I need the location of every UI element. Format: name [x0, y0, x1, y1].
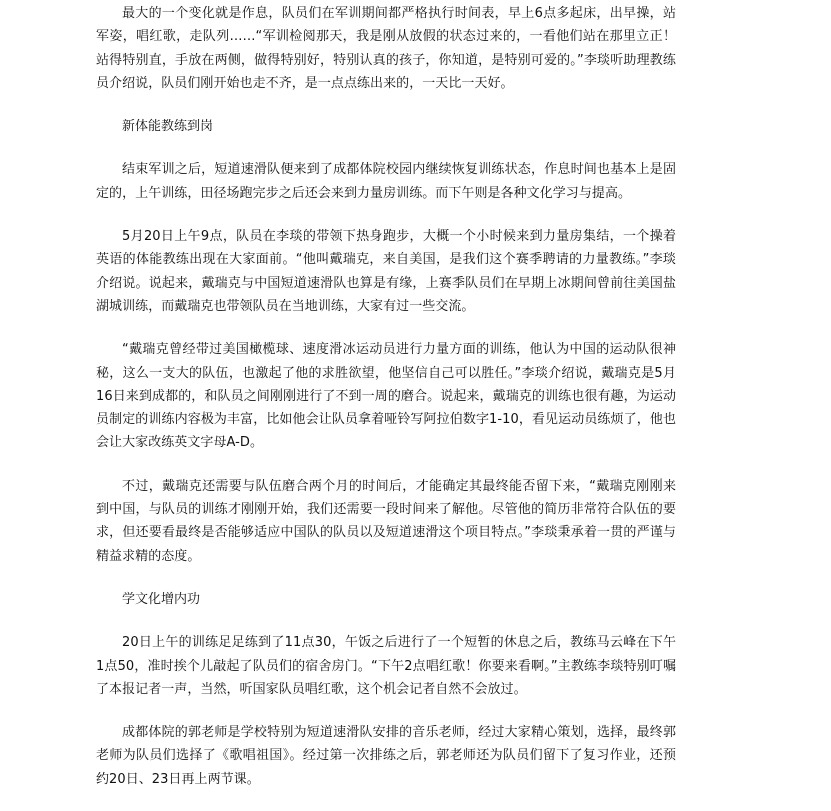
- paragraph-derek-trial: 不过，戴瑞克还需要与队伍磨合两个月的时间后，才能确定其最终能否留下来，“戴瑞克刚刚来到中国，与队员的训练才刚刚开始，我们还需要一段时间来了解他。尽管他的简历非常符合队伍的要求，但还要看最终是否能够适应中国队的队员以及短道速滑这个项目特点。”李琰秉承着一贯的严谨与精益求精的态度。: [96, 478, 676, 564]
- article-body: [96, 2, 676, 811]
- paragraph-after-training: 结束军训之后，短道速滑队便来到了成都体院校园内继续恢复训练状态，作息时间也基本上是固定的，上午训练，田径场跑完步之后还会来到力量房训练。而下午则是各种文化学习与提高。: [96, 162, 676, 201]
- paragraph-derek-background: “戴瑞克曾经带过美国橄榄球、速度滑冰运动员进行力量方面的训练，他认为中国的运动队很神秘，这么一支大的队伍，也激起了他的求胜欲望，他坚信自己可以胜任。”李琰介绍说，戴瑞克是5月16日来到成都的，和队员之间刚刚进行了不到一周的磨合。说起来，戴瑞克的训练也很有趣，为运动员制定的训练内容极为丰富，比如他会让队员拿着哑铃写阿拉伯数字1-10，看见运动员练烦了，他也会让大家改练英文字母A-D。: [96, 342, 676, 451]
- section-heading-fitness-coach: 新体能教练到岗: [122, 119, 214, 135]
- paragraph-red-songs: 20日上午的训练足足练到了11点30，午饭之后进行了一个短暂的休息之后，教练马云峰在下午1点50，准时挨个儿敲起了队员们的宿舍房门。“下午2点唱红歌！你要来看啊。”主教练李琰特别叮嘱了本报记者一声，当然，听国家队员唱红歌，这个机会记者自然不会放过。: [96, 635, 676, 697]
- paragraph-schedule-change: 最大的一个变化就是作息，队员们在军训期间都严格执行时间表，早上6点多起床，出早操，站军姿，唱红歌，走队列……“军训检阅那天，我是刚从放假的状态过来的，一看他们站在那里立正！站得特别直，手放在两侧，做得特别好，特别认真的孩子，你知道，是特别可爱的。”李琰听助理教练员介绍说，队员们刚开始也走不齐，是一点点练出来的，一天比一天好。: [96, 6, 676, 91]
- section-heading-culture-study: 学文化增内功: [122, 591, 201, 607]
- paragraph-music-teacher: 成都体院的郭老师是学校特别为短道速滑队安排的音乐老师，经过大家精心策划，选择，最终郭老师为队员们选择了《歌唱祖国》。经过第一次排练之后，郭老师还为队员们留下了复习作业，还预约20日、23日再上两节课。: [96, 725, 676, 787]
- paragraph-derek-intro: 5月20日上午9点，队员在李琰的带领下热身跑步，大概一个小时候来到力量房集结，一个操着英语的体能教练出现在大家面前。“他叫戴瑞克，来自美国，是我们这个赛季聘请的力量教练。”李琰介绍说。说起来，戴瑞克与中国短道速滑队也算是有缘，上赛季队员们在早期上冰期间曾前往美国盐湖城训练，而戴瑞克也带领队员在当地训练，大家有过一些交流。: [96, 229, 676, 314]
